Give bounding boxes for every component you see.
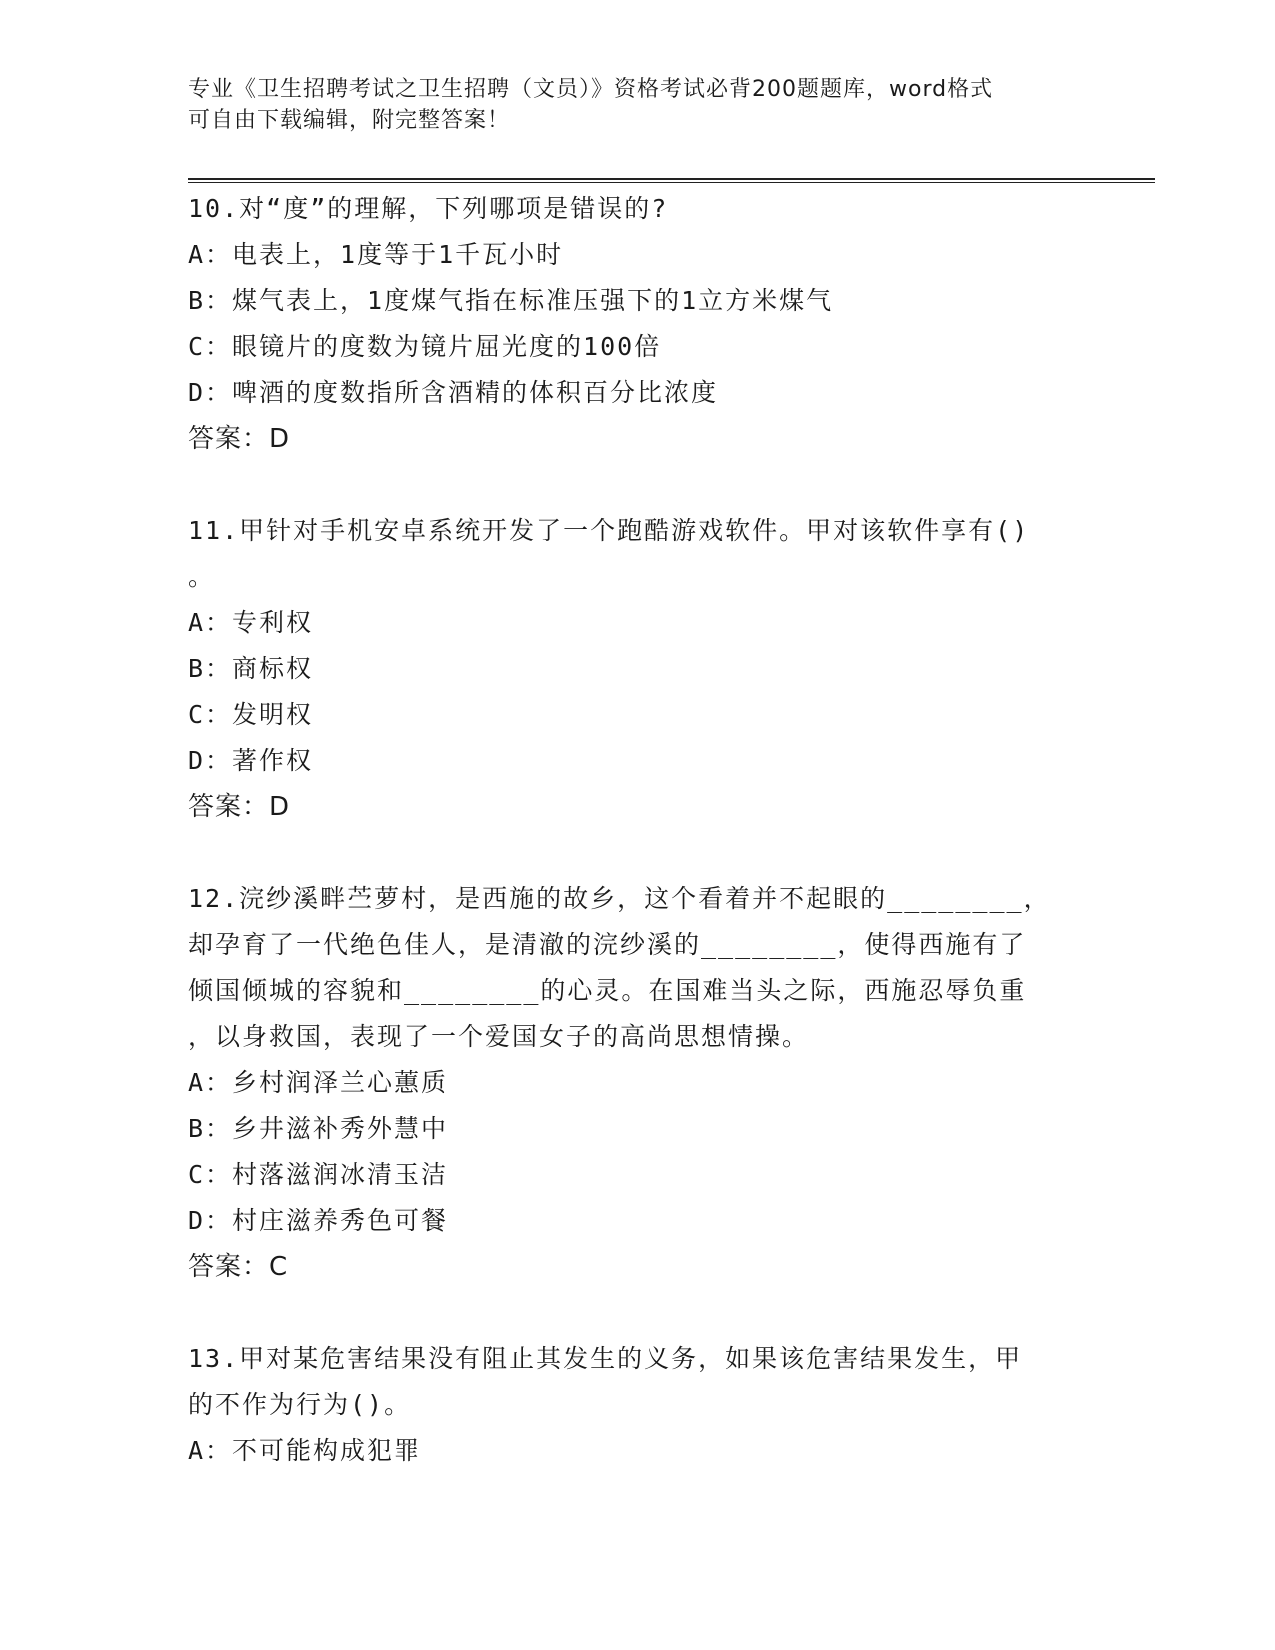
answer-key: 答案：D [188,424,291,454]
answer-key: 答案：C [188,1252,289,1282]
answer-option: C：眼镜片的度数为镜片屈光度的100倍 [188,332,662,361]
question-stem-line: 12.浣纱溪畔苎萝村，是西施的故乡，这个看着并不起眼的________， [188,884,1051,913]
question-block [188,186,1088,462]
answer-option: D：著作权 [188,746,314,775]
question-list [188,186,1088,1520]
answer-key: 答案：D [188,792,291,822]
question-stem-line: ，以身救国，表现了一个爱国女子的高尚思想情操。 [188,1022,810,1051]
question-stem-line: 的不作为行为()。 [188,1390,412,1419]
question-stem-line: 倾国倾城的容貌和________的心灵。在国难当头之际，西施忍辱负重 [188,976,1027,1005]
answer-option: A：乡村润泽兰心蕙质 [188,1068,449,1097]
document-header [188,74,1068,136]
answer-option: A：不可能构成犯罪 [188,1436,422,1465]
header-divider-thin [188,182,1155,183]
answer-option: C：发明权 [188,700,314,729]
question-stem-line: 11.甲针对手机安卓系统开发了一个跑酷游戏软件。甲对该软件享有() [188,516,1030,545]
header-line-2: 可自由下载编辑，附完整答案！ [188,108,511,133]
answer-option: A：专利权 [188,608,314,637]
answer-option: B：商标权 [188,654,314,683]
question-block [188,508,1088,830]
answer-option: D：啤酒的度数指所含酒精的体积百分比浓度 [188,378,719,407]
answer-option: B：煤气表上，1度煤气指在标准压强下的1立方米煤气 [188,286,834,315]
answer-option: B：乡井滋补秀外慧中 [188,1114,449,1143]
question-stem-line: 10.对“度”的理解，下列哪项是错误的? [188,194,669,223]
answer-option: D：村庄滋养秀色可餐 [188,1206,449,1235]
question-stem-line: 13.甲对某危害结果没有阻止其发生的义务，如果该危害结果发生，甲 [188,1344,1023,1373]
answer-option: A：电表上，1度等于1千瓦小时 [188,240,564,269]
question-stem-line: 却孕育了一代绝色佳人，是清澈的浣纱溪的________，使得西施有了 [188,930,1027,959]
question-stem-line: 。 [188,562,216,591]
header-line-1: 专业《卫生招聘考试之卫生招聘（文员）》资格考试必背200题题库，word格式 [188,77,994,102]
header-divider-thick [188,178,1155,180]
question-block [188,876,1088,1290]
question-block [188,1336,1088,1474]
answer-option: C：村落滋润冰清玉洁 [188,1160,449,1189]
